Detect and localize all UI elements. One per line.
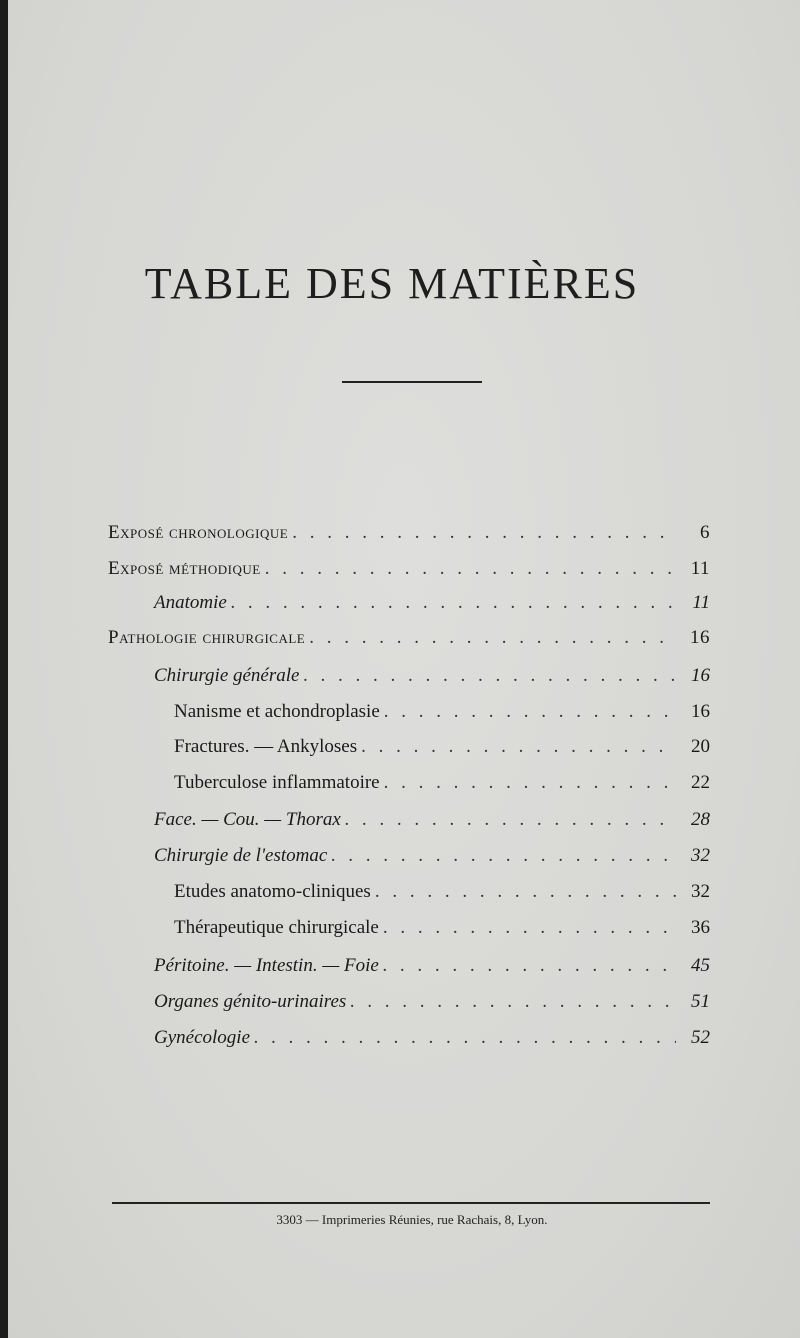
toc-entry-chirurgie-estomac bbox=[154, 845, 710, 871]
dot-leader bbox=[303, 665, 676, 687]
toc-entry-nanisme bbox=[174, 701, 710, 727]
toc-entry-page: 32 bbox=[691, 881, 710, 902]
toc-entry-expose-methodique bbox=[108, 558, 710, 584]
dot-leader bbox=[254, 1027, 676, 1049]
dot-leader bbox=[265, 558, 676, 580]
dot-leader bbox=[375, 881, 676, 903]
toc-entry-page: 16 bbox=[690, 627, 710, 648]
toc-entry-label: Fractures. — Ankyloses bbox=[174, 736, 358, 757]
toc-entry-label: Gynécologie bbox=[154, 1027, 251, 1048]
toc-entry-page: 45 bbox=[691, 955, 710, 976]
toc-entry-pathologie-chirurgicale bbox=[108, 627, 710, 653]
toc-entry-label: Etudes anatomo-cliniques bbox=[174, 881, 371, 902]
toc-entry-label: Anatomie bbox=[154, 592, 227, 613]
toc-entry-label: Péritoine. — Intestin. — Foie bbox=[154, 955, 379, 976]
dot-leader bbox=[383, 955, 676, 977]
toc-entry-page: 36 bbox=[691, 917, 710, 938]
dot-leader bbox=[231, 592, 676, 614]
toc-entry-label: Tuberculose inflammatoire bbox=[174, 772, 380, 793]
toc-entry-anatomie bbox=[154, 592, 710, 618]
toc-entry-label: Exposé chronologique bbox=[108, 522, 289, 543]
toc-entry-label: Thérapeutique chirurgicale bbox=[174, 917, 379, 938]
toc-entry-page: 6 bbox=[700, 522, 710, 543]
dot-leader bbox=[292, 522, 676, 544]
toc-entry-organes-genito-urinaires bbox=[154, 991, 710, 1017]
dot-leader bbox=[383, 917, 676, 939]
toc-entry-label: Face. — Cou. — Thorax bbox=[154, 809, 341, 830]
toc-entry-gynecologie bbox=[154, 1027, 710, 1053]
toc-entry-page: 51 bbox=[691, 991, 710, 1012]
toc-entry-chirurgie-generale bbox=[154, 665, 710, 691]
toc-entry-label: Pathologie chirurgicale bbox=[108, 627, 306, 648]
toc-entry-page: 52 bbox=[691, 1027, 710, 1048]
printer-imprint: 3303 — Imprimeries Réunies, rue Rachais, 8, Lyon. bbox=[276, 1212, 548, 1227]
dot-leader bbox=[345, 809, 676, 831]
dot-leader bbox=[309, 627, 676, 649]
toc-entry-page: 22 bbox=[691, 772, 710, 793]
toc-entry-page: 32 bbox=[691, 845, 710, 866]
toc-entry-etudes-anatomo-cliniques bbox=[174, 881, 710, 907]
toc-entry-label: Chirurgie de l'estomac bbox=[154, 845, 328, 866]
toc-entry-page: 11 bbox=[692, 592, 710, 613]
toc-entry-page: 11 bbox=[690, 558, 710, 579]
toc-entry-face-cou-thorax bbox=[154, 809, 710, 835]
dot-leader bbox=[331, 845, 676, 867]
toc-entry-expose-chronologique bbox=[108, 522, 710, 548]
toc-entry-page: 16 bbox=[691, 665, 710, 686]
dot-leader bbox=[384, 772, 676, 794]
toc-entry-page: 16 bbox=[691, 701, 710, 722]
toc-entry-label: Organes génito-urinaires bbox=[154, 991, 347, 1012]
page-title: TABLE DES MATIÈRES bbox=[144, 259, 640, 308]
toc-entry-page: 20 bbox=[691, 736, 710, 757]
dot-leader bbox=[384, 701, 676, 723]
toc-entry-tuberculose bbox=[174, 772, 710, 798]
toc-entry-label: Nanisme et achondroplasie bbox=[174, 701, 380, 722]
toc-entry-therapeutique-chirurgicale bbox=[174, 917, 710, 943]
toc-entry-fractures bbox=[174, 736, 710, 762]
toc-entry-label: Exposé méthodique bbox=[108, 558, 261, 579]
footer-divider bbox=[112, 1202, 710, 1204]
dot-leader bbox=[350, 991, 676, 1013]
dot-leader bbox=[361, 736, 676, 758]
toc-entry-page: 28 bbox=[691, 809, 710, 830]
toc-entry-peritoine bbox=[154, 955, 710, 981]
toc-entry-label: Chirurgie générale bbox=[154, 665, 300, 686]
